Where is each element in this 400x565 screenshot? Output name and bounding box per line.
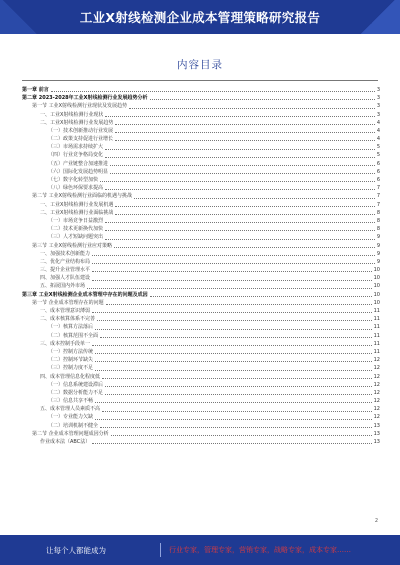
toc-entry-title: 第二章 2023-2028年工业X射线检测行业发展趋势分析: [22, 95, 148, 102]
toc-entry[interactable]: [22, 364, 380, 372]
toc-entry-title: 二、成本核算体系不完善: [40, 316, 96, 323]
toc-entry-title: （一）信息系统建设滞后: [48, 381, 104, 388]
toc-entry-title: （八）绿色环保要求提高: [48, 185, 104, 192]
toc-entry-page: 6: [376, 168, 380, 175]
toc-entry-title: 四、成本管理信息化程度低: [40, 373, 101, 380]
toc-entry-page: 12: [373, 357, 380, 364]
toc-entry[interactable]: [22, 430, 380, 438]
toc-entry[interactable]: [22, 381, 380, 389]
toc-entry[interactable]: [22, 340, 380, 348]
footer-divider: [160, 543, 161, 557]
toc-leader-dots: [92, 255, 375, 256]
toc-leader-dots: [115, 140, 375, 141]
toc-entry[interactable]: [22, 233, 380, 241]
toc-entry-title: 四、加强人才队伍建设: [40, 275, 91, 282]
toc-entry-title: 第三节 工业X射线检测行业应对策略: [32, 242, 113, 249]
toc-entry-title: 二、工业X射线检测行业面临挑战: [40, 209, 114, 216]
toc-entry[interactable]: [22, 332, 380, 340]
toc-entry-page: 11: [373, 340, 380, 347]
header-decoration-right: [356, 0, 400, 34]
toc-entry-page: 3: [376, 103, 380, 110]
toc-entry-title: 二、优化产业结构布局: [40, 258, 91, 265]
toc-entry-title: （二）核算范围不全面: [48, 332, 99, 339]
toc-entry-page: 10: [373, 299, 380, 306]
toc-entry[interactable]: [22, 315, 380, 323]
toc-entry-page: 7: [376, 193, 380, 200]
toc-entry[interactable]: [22, 258, 380, 266]
report-header: [0, 0, 400, 34]
toc-leader-dots: [92, 345, 372, 346]
toc-entry-page: 10: [373, 291, 380, 298]
toc-entry-title: （二）政策支持促进行业增长: [48, 136, 114, 143]
toc-entry-title: （三）控制力度不足: [48, 365, 94, 372]
toc-leader-dots: [95, 402, 372, 403]
toc-leader-dots: [97, 320, 372, 321]
toc-leader-dots: [105, 394, 372, 395]
toc-entry-title: （三）信息共享不畅: [48, 398, 94, 405]
toc-leader-dots: [100, 427, 372, 428]
toc-entry-page: 12: [373, 365, 380, 372]
toc-entry-title: （四）行业竞争格局变化: [48, 152, 104, 159]
toc-leader-dots: [111, 435, 372, 436]
toc-entry-page: 8: [376, 209, 380, 216]
toc-leader-dots: [95, 329, 372, 330]
toc-entry-title: 二、工业X射线检测行业发展趋势: [40, 119, 114, 126]
toc-entry-title: （二）数据分析能力不足: [48, 389, 104, 396]
toc-leader-dots: [129, 108, 375, 109]
toc-entry[interactable]: [22, 201, 380, 209]
toc-leader-dots: [105, 149, 375, 150]
toc-leader-dots: [102, 378, 372, 379]
toc-entry-page: 9: [376, 258, 380, 265]
toc-leader-dots: [100, 337, 372, 338]
toc-leader-dots: [134, 198, 375, 199]
toc-entry[interactable]: [22, 397, 380, 405]
toc-leader-dots: [87, 288, 372, 289]
toc-entry[interactable]: [22, 250, 380, 258]
toc-entry[interactable]: [22, 274, 380, 282]
toc-leader-dots: [105, 116, 374, 117]
toc-entry-page: 13: [373, 422, 380, 429]
toc-entry-page: 10: [373, 267, 380, 274]
toc-entry-title: （一）控制方法传统: [48, 348, 94, 355]
toc-leader-dots: [105, 239, 375, 240]
toc-leader-dots: [114, 247, 375, 248]
toc-leader-dots: [100, 181, 375, 182]
toc-entry-page: 12: [373, 389, 380, 396]
toc-entry[interactable]: [22, 299, 380, 307]
toc-entry-page: 3: [376, 95, 380, 102]
toc-entry-page: 10: [373, 275, 380, 282]
toc-entry-title: （二）控制环节缺失: [48, 357, 94, 364]
toc-entry-page: 4: [376, 127, 380, 134]
toc-entry[interactable]: [22, 176, 380, 184]
toc-entry[interactable]: [22, 438, 380, 446]
toc-leader-dots: [115, 132, 375, 133]
footer-tagline: 行业专家，管理专家，营销专家，战略专家，成本专家……: [169, 546, 351, 554]
footer-slogan: 让每个人都能成为: [46, 545, 106, 555]
toc-entry-title: 一、工业X射线检测行业发展机遇: [40, 201, 114, 208]
toc-entry[interactable]: [22, 266, 380, 274]
toc-leader-dots: [92, 443, 371, 444]
toc-entry[interactable]: [22, 119, 380, 127]
toc-entry-title: 第一节 工业X射线检测行业现状及发展趋势: [32, 103, 128, 110]
toc-entry-title: （一）专业能力欠缺: [48, 414, 94, 421]
toc-entry[interactable]: [22, 405, 380, 413]
table-of-contents: [22, 86, 380, 446]
toc-entry-page: 6: [376, 160, 380, 167]
toc-entry-page: 12: [373, 414, 380, 421]
toc-entry-title: （一）核算方法落后: [48, 324, 94, 331]
toc-leader-dots: [110, 165, 375, 166]
toc-entry-page: 12: [373, 406, 380, 413]
toc-entry-title: 第三章 工业X射线检测企业成本管理中存在的问题及成因: [22, 291, 148, 298]
toc-entry[interactable]: [22, 152, 380, 160]
toc-leader-dots: [105, 222, 375, 223]
toc-entry-title: 第二节 工业X射线检测行业面临的机遇与挑战: [32, 193, 133, 200]
toc-entry[interactable]: [22, 160, 380, 168]
page-footer: [0, 535, 400, 565]
toc-leader-dots: [102, 411, 372, 412]
toc-entry-title: 五、成本管理人员素质不高: [40, 406, 101, 413]
toc-entry-page: 4: [376, 119, 380, 126]
toc-entry[interactable]: [22, 307, 380, 315]
toc-entry-title: （三）人才短缺问题突出: [48, 234, 104, 241]
toc-entry-title: 三、成本控制手段单一: [40, 340, 91, 347]
toc-entry-page: 9: [376, 242, 380, 249]
toc-entry-page: 12: [373, 398, 380, 405]
toc-leader-dots: [51, 91, 375, 92]
toc-leader-dots: [92, 312, 372, 313]
toc-entry[interactable]: [22, 283, 380, 291]
toc-entry[interactable]: [22, 192, 380, 200]
toc-entry[interactable]: [22, 323, 380, 331]
toc-entry-page: 9: [376, 250, 380, 257]
toc-leader-dots: [115, 214, 374, 215]
toc-entry[interactable]: [22, 242, 380, 250]
toc-entry-page: 11: [373, 316, 380, 323]
toc-entry-title: （六）国际化发展趋势明显: [48, 168, 109, 175]
toc-entry[interactable]: [22, 291, 380, 299]
toc-heading: 内容目录: [177, 59, 223, 71]
toc-entry-title: （五）产业链整合加速推进: [48, 160, 109, 167]
toc-entry[interactable]: [22, 373, 380, 381]
toc-entry-title: 一、加强技术创新能力: [40, 250, 91, 257]
toc-entry[interactable]: [22, 111, 380, 119]
toc-leader-dots: [105, 230, 375, 231]
toc-entry-title: （七）数字化转型加快: [48, 177, 99, 184]
toc-entry[interactable]: [22, 135, 380, 143]
toc-entry-page: 9: [376, 234, 380, 241]
toc-leader-dots: [95, 370, 372, 371]
toc-entry[interactable]: [22, 356, 380, 364]
toc-entry-title: 第二节 企业成本管理问题成因分析: [32, 430, 109, 437]
toc-entry-page: 12: [373, 373, 380, 380]
toc-leader-dots: [150, 296, 372, 297]
toc-entry[interactable]: [22, 348, 380, 356]
toc-leader-dots: [95, 419, 372, 420]
toc-entry-page: 13: [373, 430, 380, 437]
toc-entry-title: （三）市场需求持续扩大: [48, 144, 104, 151]
toc-entry-title: （一）市场竞争日益激烈: [48, 217, 104, 224]
toc-entry-page: 8: [376, 226, 380, 233]
toc-entry[interactable]: [22, 143, 380, 151]
toc-entry-title: 五、拓展国内外市场: [40, 283, 86, 290]
toc-entry-title: （一）技术创新推动行业发展: [48, 127, 114, 134]
toc-entry[interactable]: [22, 184, 380, 192]
toc-entry-page: 10: [373, 283, 380, 290]
toc-entry-title: 三、提升企业管理水平: [40, 267, 91, 274]
toc-leader-dots: [92, 263, 375, 264]
toc-entry-page: 11: [373, 324, 380, 331]
toc-entry-page: 8: [376, 217, 380, 224]
toc-entry-title: 第一章 前言: [22, 86, 49, 93]
toc-entry-page: 4: [376, 136, 380, 143]
toc-leader-dots: [95, 361, 372, 362]
toc-leader-dots: [105, 386, 372, 387]
toc-leader-dots: [92, 271, 372, 272]
page-number: 2: [374, 518, 378, 524]
toc-entry-page: 11: [373, 332, 380, 339]
toc-entry[interactable]: [22, 422, 380, 430]
toc-entry[interactable]: [22, 168, 380, 176]
toc-entry-title: 一、成本管理意识薄弱: [40, 308, 91, 315]
toc-entry-page: 3: [376, 86, 380, 93]
toc-leader-dots: [95, 353, 372, 354]
toc-entry-page: 12: [373, 381, 380, 388]
toc-entry[interactable]: [22, 217, 380, 225]
toc-divider: [22, 80, 378, 81]
toc-leader-dots: [115, 206, 374, 207]
toc-entry-title: 第一节 企业成本管理存在的问题: [32, 299, 104, 306]
toc-leader-dots: [115, 124, 374, 125]
toc-entry[interactable]: [22, 209, 380, 217]
toc-entry-page: 5: [376, 152, 380, 159]
toc-leader-dots: [92, 280, 372, 281]
toc-entry-page: 3: [376, 111, 380, 118]
toc-entry[interactable]: [22, 389, 380, 397]
toc-entry-page: 6: [376, 177, 380, 184]
toc-leader-dots: [110, 173, 375, 174]
header-decoration-left: [0, 0, 40, 34]
toc-leader-dots: [105, 189, 375, 190]
toc-leader-dots: [150, 99, 375, 100]
toc-entry-title: 作业成本法（ABC法）: [40, 439, 91, 446]
toc-entry[interactable]: [22, 102, 380, 110]
toc-entry-title: （二）培训机制不健全: [48, 422, 99, 429]
toc-leader-dots: [106, 304, 372, 305]
toc-entry[interactable]: [22, 86, 380, 94]
toc-entry-page: 11: [373, 308, 380, 315]
toc-entry-page: 5: [376, 144, 380, 151]
toc-entry[interactable]: [22, 225, 380, 233]
toc-entry[interactable]: [22, 127, 380, 135]
toc-entry[interactable]: [22, 414, 380, 422]
report-title: 工业X射线检测企业成本管理策略研究报告: [79, 10, 321, 25]
toc-entry-title: （二）技术更新换代加快: [48, 226, 104, 233]
toc-entry[interactable]: [22, 94, 380, 102]
toc-entry-page: 7: [376, 201, 380, 208]
toc-entry-page: 11: [373, 348, 380, 355]
toc-leader-dots: [105, 157, 375, 158]
toc-entry-page: 13: [373, 439, 380, 446]
toc-entry-page: 7: [376, 185, 380, 192]
toc-entry-title: 一、工业X射线检测行业现状: [40, 111, 104, 118]
